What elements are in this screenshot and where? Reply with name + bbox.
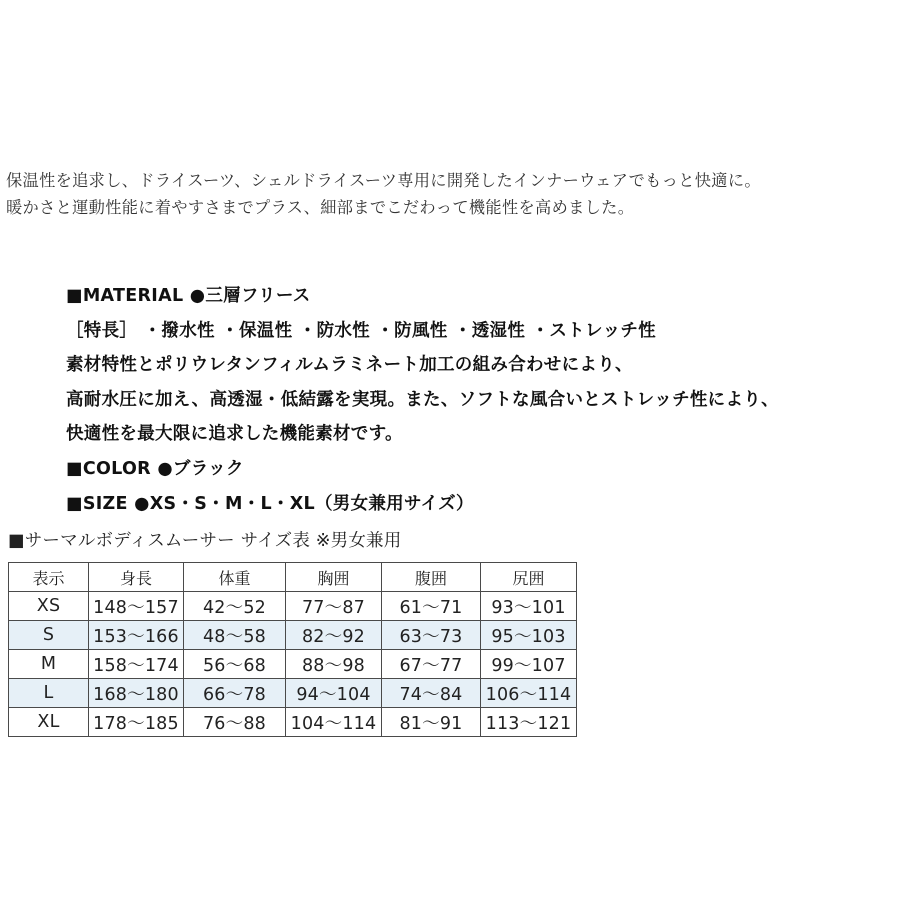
table-cell: XL xyxy=(9,708,89,737)
description-line: 快適性を最大限に追求した機能素材です。 xyxy=(66,424,403,445)
table-cell: L xyxy=(9,679,89,708)
header-cell: 表示 xyxy=(9,563,89,592)
table-row xyxy=(9,679,577,708)
table-cell: 168～180 xyxy=(89,679,184,708)
table-cell: 42～52 xyxy=(184,592,286,621)
table-cell: 56～68 xyxy=(184,650,286,679)
table-row xyxy=(9,708,577,737)
table-cell: 178～185 xyxy=(89,708,184,737)
header-cell: 腹囲 xyxy=(382,563,481,592)
table-row xyxy=(9,650,577,679)
header-cell: 身長 xyxy=(89,563,184,592)
table-cell: 148～157 xyxy=(89,592,184,621)
table-cell: 67～77 xyxy=(382,650,481,679)
header-cell: 体重 xyxy=(184,563,286,592)
table-cell: S xyxy=(9,621,89,650)
table-cell: 82～92 xyxy=(286,621,382,650)
table-cell: 76～88 xyxy=(184,708,286,737)
table-cell: 94～104 xyxy=(286,679,382,708)
table-row xyxy=(9,592,577,621)
color-line: ■COLOR ●ブラック xyxy=(66,458,244,479)
intro-text xyxy=(6,167,896,221)
table-cell: 48～58 xyxy=(184,621,286,650)
table-cell: M xyxy=(9,650,89,679)
table-row xyxy=(9,621,577,650)
table-cell: XS xyxy=(9,592,89,621)
table-cell: 104～114 xyxy=(286,708,382,737)
spec-block xyxy=(66,283,896,525)
table-cell: 66～78 xyxy=(184,679,286,708)
description-line: 高耐水圧に加え、高透湿・低結露を実現。また、ソフトな風合いとストレッチ性により、 xyxy=(66,389,779,410)
intro-line: 保温性を追求し、ドライスーツ、シェルドライスーツ専用に開発したインナーウェアでもっと快適に。 xyxy=(6,171,761,190)
table-cell: 61～71 xyxy=(382,592,481,621)
size-table-title: ■サーマルボディスムーサー サイズ表 ※男女兼用 xyxy=(8,531,402,551)
header-cell: 胸囲 xyxy=(286,563,382,592)
table-cell: 88～98 xyxy=(286,650,382,679)
header-cell: 尻囲 xyxy=(481,563,577,592)
table-cell: 106～114 xyxy=(481,679,577,708)
description-line: 素材特性とポリウレタンフィルムラミネート加工の組み合わせにより、 xyxy=(66,355,633,376)
intro-line: 暖かさと運動性能に着やすさまでプラス、細部までこだわって機能性を高めました。 xyxy=(6,198,635,217)
material-line: ■MATERIAL ●三層フリース xyxy=(66,286,311,306)
table-cell: 95～103 xyxy=(481,621,577,650)
table-cell: 99～107 xyxy=(481,650,577,679)
size-line: ■SIZE ●XS・S・M・L・XL（男女兼用サイズ） xyxy=(66,493,474,514)
table-cell: 158～174 xyxy=(89,650,184,679)
features-line: ［特長］ ・撥水性 ・保温性 ・防水性 ・防風性 ・透湿性 ・ストレッチ性 xyxy=(66,320,656,341)
table-cell: 77～87 xyxy=(286,592,382,621)
table-header-row xyxy=(9,563,577,592)
table-cell: 63～73 xyxy=(382,621,481,650)
table-cell: 113～121 xyxy=(481,708,577,737)
table-cell: 81～91 xyxy=(382,708,481,737)
table-cell: 93～101 xyxy=(481,592,577,621)
table-cell: 74～84 xyxy=(382,679,481,708)
size-table xyxy=(8,562,577,737)
table-cell: 153～166 xyxy=(89,621,184,650)
